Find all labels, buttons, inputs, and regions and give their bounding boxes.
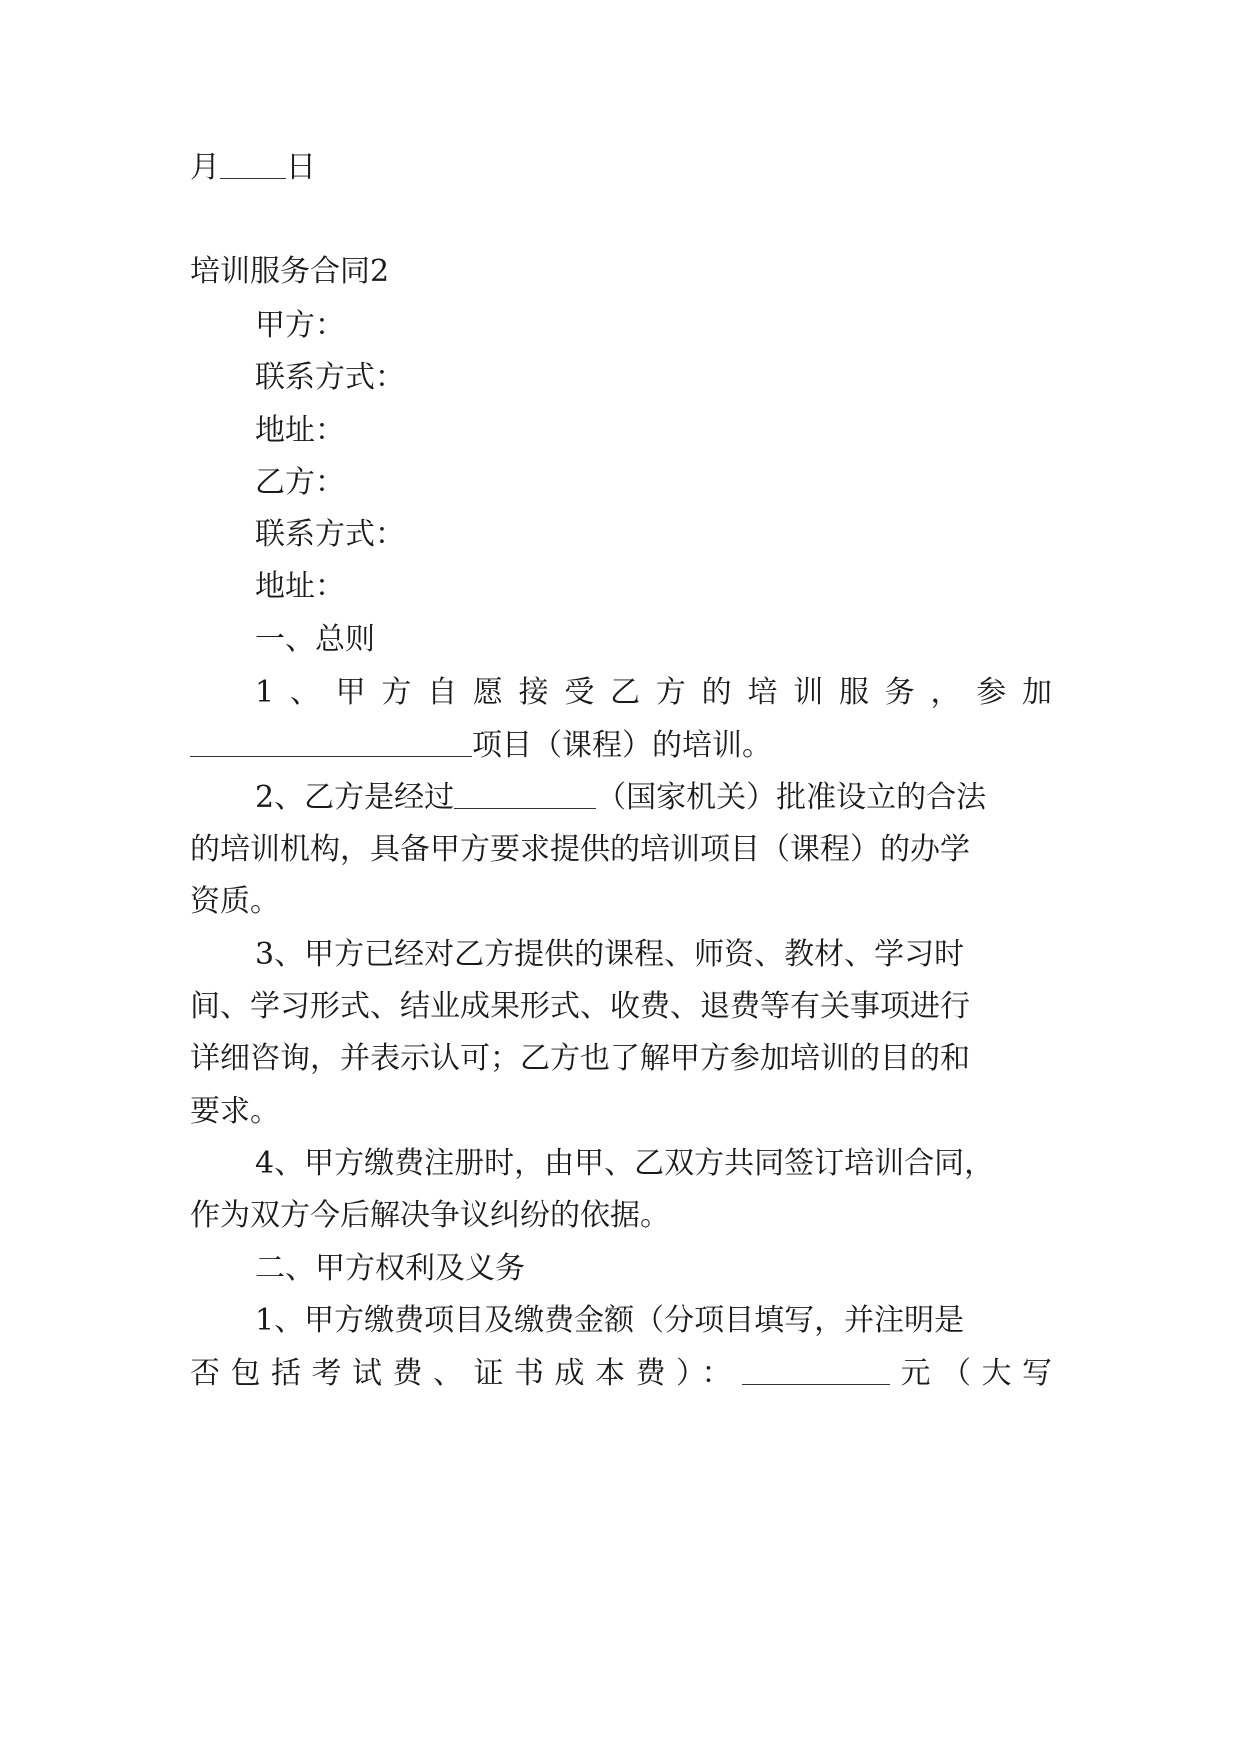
clause-1-2-line-2: 的培训机构，具备甲方要求提供的培训项目（课程）的办学 xyxy=(190,832,970,867)
date-line xyxy=(190,148,316,188)
clause-1-1-line-2-text: 项目（课程）的培训。 xyxy=(472,728,772,763)
date-month-label: 月 xyxy=(190,150,220,185)
project-name-blank xyxy=(190,726,472,757)
clause-2-1-prefix: 否包括考试费、证书成本费）： xyxy=(190,1356,742,1391)
clause-1-2-line-1 xyxy=(255,778,986,818)
authority-blank xyxy=(454,778,596,809)
clause-2-1-line-2 xyxy=(190,1354,1052,1394)
section-heading-general: 一、总则 xyxy=(255,622,375,657)
party-a-contact-label: 联系方式： xyxy=(255,360,405,395)
clause-1-1-line-1: 1、甲方自愿接受乙方的培训服务，参加 xyxy=(255,675,1052,710)
clause-1-2-prefix: 2、乙方是经过 xyxy=(255,780,455,815)
fee-amount-blank xyxy=(742,1354,890,1385)
date-day-label: 日 xyxy=(286,150,316,185)
party-b-label: 乙方： xyxy=(255,465,345,500)
clause-2-1-line-1: 1、甲方缴费项目及缴费金额（分项目填写，并注明是 xyxy=(255,1303,965,1338)
clause-1-2-line-3: 资质。 xyxy=(190,884,280,919)
clause-1-1-line-2 xyxy=(190,726,772,766)
clause-1-3-line-1: 3、甲方已经对乙方提供的课程、师资、教材、学习时 xyxy=(255,937,965,972)
clause-1-3-line-3: 详细咨询，并表示认可；乙方也了解甲方参加培训的目的和 xyxy=(190,1041,970,1076)
clause-1-4-line-2: 作为双方今后解决争议纠纷的依据。 xyxy=(190,1198,670,1233)
party-b-contact-label: 联系方式： xyxy=(255,517,405,552)
date-day-blank xyxy=(220,148,286,179)
party-a-label: 甲方： xyxy=(255,308,345,343)
section-heading-party-a-rights: 二、甲方权利及义务 xyxy=(255,1251,525,1286)
clause-2-1-suffix: 元（大写 xyxy=(890,1356,1052,1391)
clause-1-2-suffix: （国家机关）批准设立的合法 xyxy=(596,780,987,815)
clause-1-3-line-4: 要求。 xyxy=(190,1094,280,1129)
party-a-address-label: 地址： xyxy=(255,413,345,448)
document-title: 培训服务合同2 xyxy=(190,254,390,289)
party-b-address-label: 地址： xyxy=(255,569,345,604)
clause-1-3-line-2: 间、学习形式、结业成果形式、收费、退费等有关事项进行 xyxy=(190,989,970,1024)
clause-1-4-line-1: 4、甲方缴费注册时，由甲、乙双方共同签订培训合同， xyxy=(255,1146,995,1181)
